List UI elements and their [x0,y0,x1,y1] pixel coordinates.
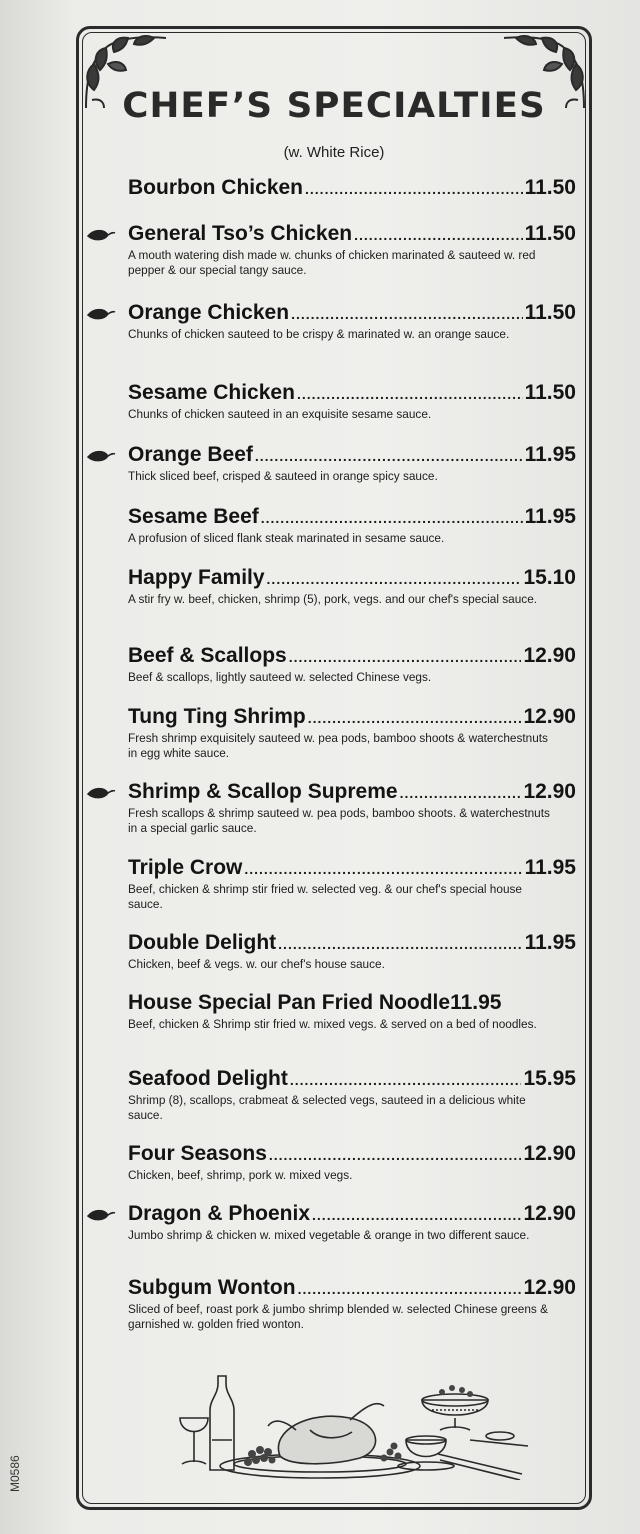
dot-leader [291,306,523,322]
menu-item-price: 11.95 [524,505,576,528]
pepper-leaf-icon [86,306,116,322]
menu-item [128,222,576,278]
menu-item-name: Sesame Chicken [128,381,295,404]
menu-item-price: 12.90 [523,1276,576,1299]
menu-item-description: Fresh scallops & shrimp sauteed w. pea pods, bamboo shoots. & waterchestnuts in a special garlic sauce. [128,806,550,835]
menu-item-name: Happy Family [128,566,265,589]
menu-item-price: 11.50 [524,222,576,245]
menu-item-description: Sliced of beef, roast pork & jumbo shrimp blended w. selected Chinese greens & garnished w. golden fried wonton. [128,1302,548,1331]
menu-item-description: Thick sliced beef, crisped & sauteed in orange spicy sauce. [128,469,438,483]
menu-item-description: A profusion of sliced flank steak marinated in sesame sauce. [128,531,445,545]
menu-item-name: Beef & Scallops [128,644,287,667]
menu-item-description: Chunks of chicken sauteed in an exquisite sesame sauce. [128,407,432,421]
menu-item-price: 11.50 [524,381,576,404]
dot-leader [278,936,522,952]
menu-item-name: Seafood Delight [128,1067,288,1090]
dot-leader [298,1281,522,1297]
menu-item-price: 11.50 [524,301,576,324]
menu-item-description: Beef, chicken & Shrimp stir fried w. mixed vegs. & served on a bed of noodles. [128,1017,537,1031]
menu-item [128,991,576,1032]
menu-item-description: Beef & scallops, lightly sauteed w. selected Chinese vegs. [128,670,432,684]
menu-item [128,931,576,972]
menu-item [128,505,576,546]
menu-item-description: A mouth watering dish made w. chunks of chicken marinated & sauteed w. red pepper & our special tangy sauce. [128,248,536,277]
menu-item-price: 11.95 [524,931,576,954]
menu-item [128,1276,576,1332]
menu-item [128,780,576,836]
menu-subtitle: (w. White Rice) [283,144,385,161]
menu-code: M0586 [8,1455,22,1492]
menu-item-price: 12.90 [523,1142,576,1165]
menu-item [128,705,576,761]
menu-item-price: 12.90 [523,1202,576,1225]
menu-item [128,644,576,685]
feast-illustration-icon [170,1370,530,1480]
menu-item-description: Shrimp (8), scallops, crabmeat & selected vegs, sauteed in a delicious white sauce. [128,1093,526,1122]
pepper-leaf-icon [86,1207,116,1223]
menu-item-description: Fresh shrimp exquisitely sauteed w. pea pods, bamboo shoots & waterchestnuts in egg white sauce. [128,731,548,760]
menu-item-name: Orange Beef [128,443,253,466]
menu-item-name: General Tso’s Chicken [128,222,353,245]
menu-item-price: 12.90 [523,705,576,728]
menu-item-description: Chunks of chicken sauteed to be crispy & marinated w. an orange sauce. [128,327,510,341]
menu-item-name: House Special Pan Fried Noodle [128,991,451,1014]
menu-item-description: Jumbo shrimp & chicken w. mixed vegetable & orange in two different sauce. [128,1228,530,1242]
dot-leader [289,649,522,665]
menu-item-price: 11.95 [524,443,576,466]
menu-item [128,1202,576,1243]
menu-item [128,1067,576,1123]
menu-item-price: 11.95 [450,991,502,1014]
pepper-leaf-icon [86,448,116,464]
dot-leader [261,510,523,526]
dot-leader [244,861,522,877]
dot-leader [305,181,523,197]
menu-item [128,301,576,342]
dot-leader [267,571,522,587]
menu-item [128,176,576,200]
menu-item-description: Chicken, beef, shrimp, pork w. mixed vegs. [128,1168,353,1182]
menu-item [128,443,576,484]
dot-leader [308,710,522,726]
menu-item [128,566,576,607]
dot-leader [354,227,523,243]
menu-item-name: Subgum Wonton [128,1276,296,1299]
menu-title: CHEF’S SPECIALTIES [122,86,546,126]
menu-item-description: Beef, chicken & shrimp stir fried w. selected veg. & our chef's special house sauce. [128,882,522,911]
menu-item [128,381,576,422]
menu-item-name: Shrimp & Scallop Supreme [128,780,398,803]
menu-item-price: 12.90 [523,644,576,667]
menu-item-price: 12.90 [523,780,576,803]
dot-leader [312,1207,521,1223]
menu-item-price: 15.10 [523,566,576,589]
menu-item-name: Triple Crow [128,856,243,879]
menu-item-name: Tung Ting Shrimp [128,705,306,728]
pepper-leaf-icon [86,227,116,243]
dot-leader [297,386,523,402]
pepper-leaf-icon [86,785,116,801]
menu-item-name: Four Seasons [128,1142,267,1165]
menu-item-name: Sesame Beef [128,505,259,528]
menu-item-name: Double Delight [128,931,277,954]
menu-item-name: Dragon & Phoenix [128,1202,311,1225]
dot-leader [400,785,522,801]
dot-leader [269,1147,522,1163]
menu-item [128,1142,576,1183]
menu-item [128,856,576,912]
menu-item-price: 15.95 [523,1067,576,1090]
menu-item-description: Chicken, beef & vegs. w. our chef's house sauce. [128,957,385,971]
menu-item-description: A stir fry w. beef, chicken, shrimp (5), pork, vegs. and our chef's special sauce. [128,592,538,606]
dot-leader [255,448,523,464]
menu-item-price: 11.95 [524,856,576,879]
menu-item-name: Orange Chicken [128,301,290,324]
menu-item-name: Bourbon Chicken [128,176,304,199]
dot-leader [290,1072,522,1088]
menu-item-price: 11.50 [524,176,576,199]
